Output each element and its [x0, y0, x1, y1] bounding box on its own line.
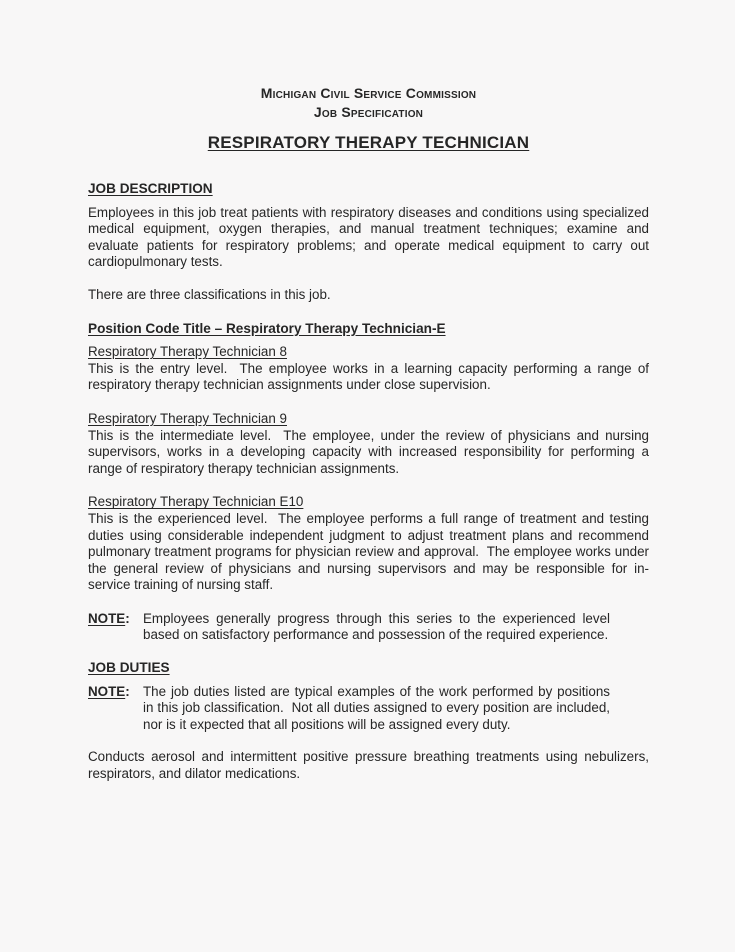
job-description-paragraph: Employees in this job treat patients with respiratory diseases and conditions using specialized medical equipment, oxygen therapies, and manual treatment techniques; examine and evaluate patients for respiratory problems; and operate medical equipment to carry out cardiopulmonary tests.: [88, 204, 653, 270]
note-label-text: NOTE: [88, 610, 126, 626]
level-block-9: [88, 410, 653, 477]
level-block-8: [88, 344, 653, 394]
section-heading-job-duties: [88, 660, 649, 677]
note-block-duties: [88, 683, 614, 734]
note-text-duties: The job duties listed are typical examples of the work performed by positions in this job classification. Not all duties assigned to every position are included, nor is it expected that all positions will be assigned every duty.: [143, 683, 614, 732]
page-title-text: RESPIRATORY THERAPY TECHNICIAN: [207, 133, 530, 152]
section-heading-job-description-text: JOB DESCRIPTION: [88, 181, 213, 196]
note-label-colon: :: [125, 610, 130, 626]
level-title-9: Respiratory Therapy Technician 9: [88, 410, 287, 426]
level-title-e10: Respiratory Therapy Technician E10: [88, 494, 304, 510]
duty-paragraph: Conducts aerosol and intermittent positive pressure breathing treatments using nebulizers, respirators, and dilator medications.: [88, 749, 653, 782]
level-description-e10: This is the experienced level. The employee performs a full range of treatment and testing duties using considerable independent judgment to adjust treatment plans and recommend pulmonary treatment programs for physician review and approval. The employee works under the general review of physicians and nursing supervisors and may be responsible for in-service training of nursing staff.: [88, 510, 653, 593]
position-code-heading: [88, 321, 649, 338]
note-text-series: Employees generally progress through this series to the experienced level based on satisfactory performance and possession of the required experience.: [143, 610, 614, 643]
level-description-8: This is the entry level. The employee works in a learning capacity performing a range of respiratory therapy technician assignments under close supervision.: [88, 360, 653, 393]
level-title-8: Respiratory Therapy Technician 8: [88, 344, 287, 360]
classifications-paragraph: There are three classifications in this job.: [88, 286, 331, 302]
doc-type: Job Specification: [313, 104, 424, 120]
section-heading-job-description: [88, 181, 649, 198]
section-heading-job-duties-text: JOB DUTIES: [88, 660, 170, 676]
document-page: [88, 0, 653, 783]
page-title: [88, 132, 649, 153]
level-block-e10: [88, 494, 653, 594]
note-block-series: [88, 610, 614, 644]
position-code-heading-text: Position Code Title – Respiratory Therapy Technician-E: [88, 320, 446, 336]
note-label-duties-text: NOTE: [88, 683, 126, 699]
note-label-duties-colon: :: [125, 683, 130, 699]
note-label: [88, 611, 143, 644]
note-label-duties: [88, 684, 143, 734]
level-description-9: This is the intermediate level. The employee, under the review of physicians and nursing supervisors, works in a developing capacity with increased responsibility for performing a range of respiratory therapy technician assignments.: [88, 427, 653, 476]
org-name: Michigan Civil Service Commission: [260, 85, 477, 101]
